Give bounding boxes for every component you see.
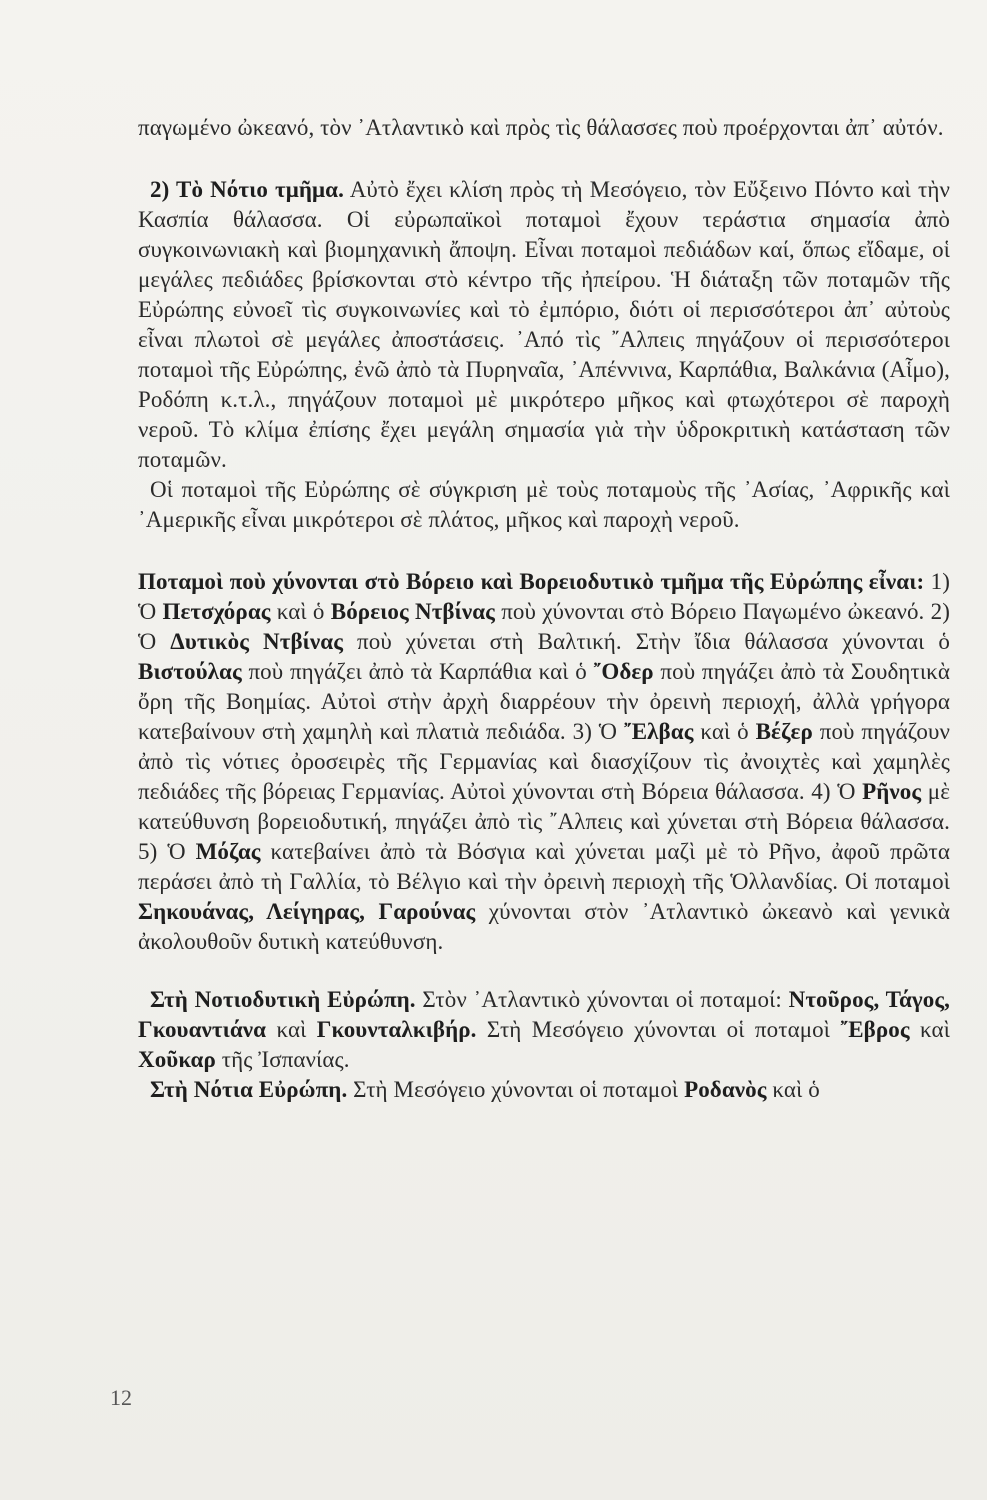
bold-text-run: ῎Οδερ [593,659,654,684]
text-run: 1) Ὁ [138,569,950,624]
bold-text-run: Ρῆνος [862,779,922,804]
text-run: Στὴ Μεσόγειο χύνονται οἱ ποταμοὶ [347,1077,685,1102]
text-run: καὶ ὁ [693,719,756,744]
paragraph-continuation [138,113,950,143]
text-run: Στὸν ᾽Ατλαντικὸ χύνονται οἱ ποταμοί: [415,987,789,1012]
bold-text-run: Στὴ Νότια Εὐρώπη. [150,1077,348,1102]
bold-text-run: Βιστούλας [138,659,242,684]
paragraph-southwest-europe [138,985,950,1075]
bold-text-run: ῎Ελβας [623,719,694,744]
paragraph-southern-section [138,175,950,475]
body-text [138,113,950,1105]
bold-text-run: Χοῦκαρ [138,1047,216,1072]
bold-text-run: Δυτικὸς Ντβίνας [170,629,344,654]
bold-text-run: Στὴ Νοτιοδυτικὴ Εὐρώπη. [150,987,416,1012]
text-run: καὶ ὁ [270,599,331,624]
text-run: παγωμένο ὠκεανό, τὸν ᾽Ατλαντικὸ καὶ πρὸς τὶς θάλασσες ποὺ προέρχονται ἀπ᾽ αὐτόν. [138,115,944,140]
text-run: Οἱ ποταμοὶ τῆς Εὐρώπης σὲ σύγκριση μὲ τοὺς ποταμοὺς τῆς ᾽Ασίας, ᾽Αφρικῆς καὶ ᾽Αμερικῆς εἶναι μικρότεροι σὲ πλάτος, μῆκος καὶ παροχὴ νεροῦ. [138,477,950,532]
bold-text-run: 2) Τὸ Νότιο τμῆμα. [150,177,344,202]
bold-text-run: ῎Εβρος [840,1017,910,1042]
text-run: ποὺ χύνεται στὴ Βαλτική. Στὴν ἴδια θάλασσα χύνονται ὁ [343,629,950,654]
bold-text-run: Σηκουάνας, Λείγηρας, Γαρούνας [138,899,476,924]
bold-text-run: Γκουνταλκιβήρ. [316,1017,477,1042]
text-run: ποὺ χύνονται στὸ Βόρειο Παγωμένο ὠκεανό. 2) Ὁ [138,599,950,654]
bold-text-run: Ντοῦρος, Τάγος, Γκουαντιάνα [138,987,950,1042]
page-number: 12 [110,1385,132,1410]
text-run: Στὴ Μεσόγειο χύνονται οἱ ποταμοὶ [476,1017,841,1042]
text-run: ποὺ πηγάζουν ἀπὸ τὶς νότιες ὀροσειρὲς τῆς Γερμανίας καὶ διασχίζουν τὶς ἀνοιχτὲς καὶ χαμηλὲς πεδιάδες τῆς βόρειας Γερμανίας. Αὐτοὶ χύνονται στὴ Βόρεια θάλασσα. 4) Ὁ [138,719,950,804]
text-run: μὲ κατεύθυνση βορειοδυτική, πηγάζει ἀπὸ τὶς ῎Αλπεις καὶ χύνεται στὴ Βόρεια θάλασσα. 5) Ὁ [138,779,950,864]
text-run: Αὐτὸ ἔχει κλίση πρὸς τὴ Μεσόγειο, τὸν Εὔξεινο Πόντο καὶ τὴν Κασπία θάλασσα. Οἱ εὐρωπαϊκοὶ ποταμοὶ ἔχουν τεράστια σημασία ἀπὸ συγκοινωνιακὴ καὶ βιομηχανικὴ ἄποψη. Εἶναι ποταμοὶ πεδιάδων καί, ὅπως εἴδαμε, οἱ μεγάλες πεδιάδες βρίσκονται στὸ κέντρο τῆς ἠπείρου. Ἡ διάταξη τῶν ποταμῶν τῆς Εὐρώπης εὐνοεῖ τὶς συγκοινωνίες καὶ τὸ ἐμπόριο, διότι οἱ περισσότεροι ἀπ᾽ αὐτοὺς εἶναι πλωτοὶ σὲ μεγάλες ἀποστάσεις. ᾽Από τὶς ῎Αλπεις πηγάζουν οἱ περισσότεροι ποταμοὶ τῆς Εὐρώπης, ἐνῶ ἀπὸ τὰ Πυρηναῖα, ᾽Απέννινα, Καρπάθια, Βαλκάνια (Αἷμο), Ροδόπη κ.τ.λ., πηγάζουν ποταμοὶ μὲ μικρότερο μῆκος καὶ φτωχότεροι σὲ παροχὴ νεροῦ. Τὸ κλίμα ἐπίσης ἔχει μεγάλη σημασία γιὰ τὴν ὑδροκριτικὴ κατάσταση τῶν ποταμῶν. [138,177,950,472]
bold-text-run: Βόρειος Ντβίνας [330,599,495,624]
paragraph-northern-rivers [138,567,950,957]
bold-text-run: Μόζας [195,839,261,864]
text-run: καὶ [909,1017,950,1042]
paragraph-south-europe [138,1075,950,1105]
text-run: ποὺ πηγάζει ἀπὸ τὰ Σουδητικὰ ὄρη τῆς Βοημίας. Αὐτοὶ στὴν ἀρχὴ διαρρέουν τὴν ὀρεινὴ περιοχή, ἀλλὰ γρήγορα κατεβαίνουν στὴ χαμηλὴ καὶ πλατιὰ πεδιάδα. 3) Ὁ [138,659,950,744]
text-run: χύνονται στὸν ᾽Ατλαντικὸ ὠκεανὸ καὶ γενικὰ ἀκολουθοῦν δυτικὴ κατεύθυνση. [138,899,950,954]
text-run: κατεβαίνει ἀπὸ τὰ Βόσγια καὶ χύνεται μαζὶ μὲ τὸ Ρῆνο, ἀφοῦ πρῶτα περάσει ἀπὸ τὴ Γαλλία, τὸ Βέλγιο καὶ τὴν ὀρεινὴ περιοχὴ τῆς Ὁλλανδίας. Οἱ ποταμοὶ [138,839,950,894]
text-run: ποὺ πηγάζει ἀπὸ τὰ Καρπάθια καὶ ὁ [241,659,594,684]
bold-text-run: Βέζερ [755,719,813,744]
paragraph-comparison [138,475,950,535]
text-run: καὶ ὁ [766,1077,820,1102]
bold-text-run: Ποταμοὶ ποὺ χύνονται στὸ Βόρειο καὶ Βορειοδυτικὸ τμῆμα τῆς Εὐρώπης εἶναι: [138,569,925,594]
text-run: καὶ [266,1017,317,1042]
bold-text-run: Ροδανὸς [684,1077,767,1102]
text-run: τῆς Ἰσπανίας. [215,1047,350,1072]
bold-text-run: Πετσχόρας [162,599,271,624]
